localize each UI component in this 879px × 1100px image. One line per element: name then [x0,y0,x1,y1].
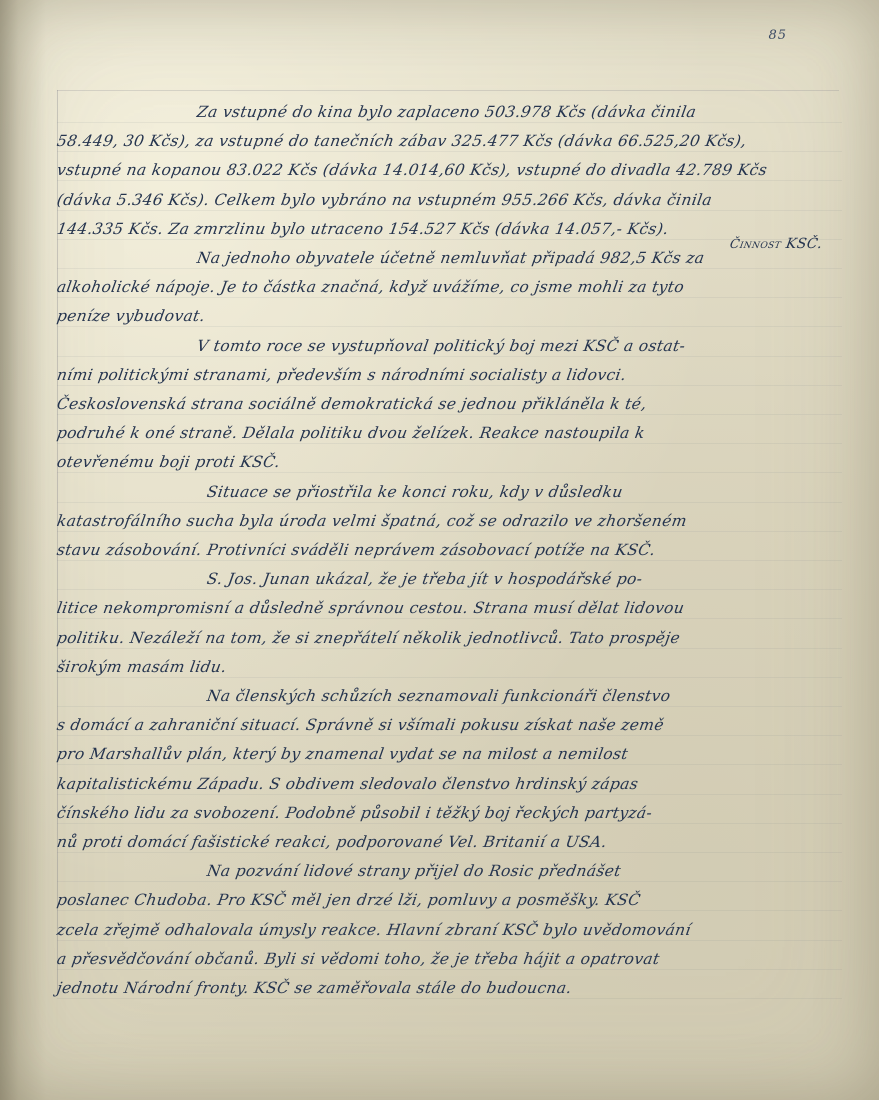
text-line-content: vstupné na kopanou 83.022 Kčs (dávka 14.014,60 Kčs), vstupné do divadla 42.789 Kčs [55,161,769,180]
text-line-content: jednotu Národní fronty. KSČ se zaměřovala stále do budoucna. [55,979,574,997]
text-line [57,184,842,216]
text-line-content: Československá strana sociálně demokratická se jednou přikláněla k té, [55,395,649,413]
text-line [57,738,842,770]
text-line-content: stavu zásobování. Protivníci sváděli neprávem zásobovací potíže na KSČ. [55,541,657,559]
text-line-content: V tomto roce se vystupňoval politický boj mezi KSČ a ostat- [195,336,687,355]
handwritten-text-block [57,86,842,996]
page-number: 85 [768,28,787,43]
text-line [57,388,842,420]
text-line-content: Za vstupné do kina bylo zaplaceno 503.978 Kčs (dávka činila [195,103,698,121]
text-line-content: podruhé k oné straně. Dělala politiku dvou želízek. Reakce nastoupila k [55,424,647,443]
text-line-content: 144.335 Kčs. Za zmrzlinu bylo utraceno 154.527 Kčs (dávka 14.057,- Kčs). [55,219,670,238]
text-line [57,505,842,537]
text-line [57,651,842,683]
text-line [57,680,879,712]
margin-note-label-caps: Činnost [728,236,783,251]
text-line [57,300,842,332]
text-line [57,972,842,1004]
text-line-content: otevřenému boji proti KSČ. [55,453,282,472]
text-line-content: pro Marshallův plán, který by znamenal vydat se na milost a nemilost [55,745,630,764]
text-line [57,125,842,157]
text-line-content: (dávka 5.346 Kčs). Celkem bylo vybráno na vstupném 955.266 Kčs, dávka činila [55,190,714,209]
text-line-content: katastrofálního sucha byla úroda velmi špatná, což se odrazilo ve zhoršeném [55,511,689,530]
binding-shadow [0,0,46,1100]
text-line [57,417,842,449]
text-line [57,476,879,508]
text-line-content: 58.449, 30 Kčs), za vstupné do tanečních zábav 325.477 Kčs (dávka 66.525,20 Kčs), [55,132,748,151]
text-line-content: poslanec Chudoba. Pro KSČ měl jen drzé lži, pomluvy a posměšky. KSČ [55,891,642,910]
text-line-content: širokým masám lidu. [55,657,229,676]
text-line [57,622,842,654]
margin-note-label-rest: KSČ. [779,236,824,252]
text-line-content: Na pozvání lidové strany přijel do Rosic přednášet [205,862,623,881]
text-line-content: Na členských schůzích seznamovali funkcionáři členstvo [205,687,672,705]
text-line [57,797,842,829]
text-line [57,943,842,975]
text-line [57,359,842,391]
text-line [57,330,879,362]
text-line [57,592,842,624]
text-line-content: peníze vybudovat. [55,307,207,326]
text-line [57,446,842,478]
text-line [57,709,842,741]
text-line-content: zcela zřejmě odhalovala úmysly reakce. Hlavní zbraní KSČ bylo uvědomování [55,920,693,939]
text-line-content: čínského lidu za svobození. Podobně působil i těžký boj řeckých partyzá- [55,803,654,822]
text-line [57,914,842,946]
text-line-content: alkoholické nápoje. Je to částka značná, když uvážíme, co jsme mohli za tyto [55,278,686,297]
text-line [57,154,842,186]
text-line [57,826,842,858]
text-line-content: nů proti domácí fašistické reakci, podporované Vel. Britanií a USA. [55,833,609,851]
text-line-content: kapitalistickému Západu. S obdivem sledovalo členstvo hrdinský zápas [55,774,640,793]
text-line-content: s domácí a zahraniční situací. Správně si všímali pokusu získat naše země [55,716,666,735]
text-line-content: S. Jos. Junan ukázal, že je třeba jít v hospodářské po- [205,570,644,589]
text-line-content: litice nekompromisní a důsledně správnou cestou. Strana musí dělat lidovou [55,599,686,618]
text-line-content: ními politickými stranami, především s národními socialisty a lidovci. [55,365,628,384]
text-line-content: politiku. Nezáleží na tom, že si znepřátelí několik jednotlivců. Tato prospěje [55,628,682,647]
text-line [57,96,879,128]
text-line [57,768,842,800]
text-line [57,534,842,566]
text-line [57,855,879,887]
text-line-content: Situace se přiostřila ke konci roku, kdy v důsledku [205,482,625,501]
text-line [57,563,879,595]
text-line-content: Na jednoho obyvatele účetně nemluvňat připadá 982,5 Kčs za [195,249,706,267]
text-line [57,271,842,303]
margin-note [730,236,879,252]
text-line [57,884,842,916]
text-line [57,213,842,245]
text-line-content: a přesvědčování občanů. Byli si vědomi toho, že je třeba hájit a opatrovat [55,949,662,968]
